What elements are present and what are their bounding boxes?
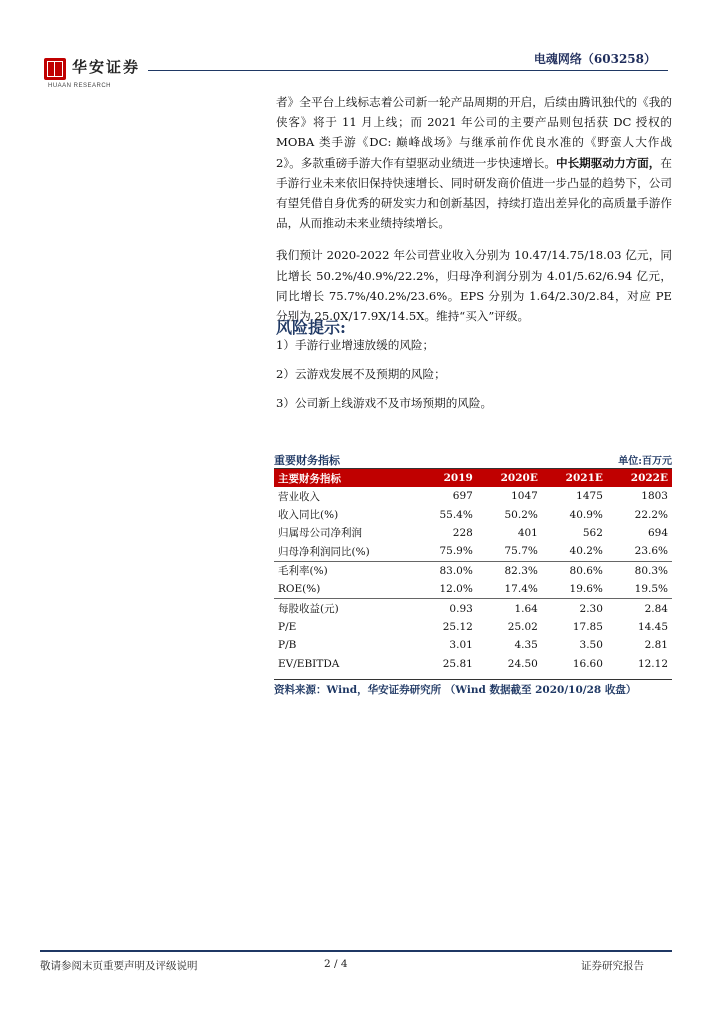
header-cell: 2022E bbox=[607, 469, 672, 487]
table-cell: 19.6% bbox=[569, 583, 603, 596]
seal-icon bbox=[44, 58, 66, 80]
table-cell: 25.02 bbox=[507, 620, 538, 633]
table-cell: 17.85 bbox=[572, 620, 603, 633]
table-cell: 80.3% bbox=[607, 561, 672, 580]
table-cell: 694 bbox=[647, 526, 668, 539]
footer-report-type: 证券研究报告 bbox=[581, 960, 644, 972]
table-source: 资料来源：Wind，华安证券研究所 （Wind 数据截至 2020/10/28 收盘） bbox=[274, 679, 672, 697]
table-cell: 3.50 bbox=[579, 639, 603, 652]
table-cell: 1.64 bbox=[477, 599, 542, 618]
table-cell: 3.01 bbox=[449, 639, 473, 652]
table-cell: 0.93 bbox=[417, 599, 476, 618]
financial-indicators-table bbox=[274, 469, 672, 673]
risk-item: 2）云游戏发展不及预期的风险； bbox=[276, 367, 446, 381]
table-cell: 12.12 bbox=[637, 657, 668, 670]
page-footer bbox=[40, 950, 672, 974]
table-title-row bbox=[274, 452, 672, 469]
paragraph-2: 我们预计 2020-2022 年公司营业收入分别为 10.47/14.75/18.03 亿元，同比增长 50.2%/40.9%/22.2%，归母净利润分别为 4.01/5.62/6.94 亿元，同比增长 75.7%/40.2%/23.6%。EPS 分别为 1.64/2.30/2.84，对应 PE 分别为 25.0X/17.9X/14.5X。维持“买入”评级。 bbox=[276, 248, 672, 324]
table-cell: 40.2% bbox=[569, 545, 603, 558]
table-cell: 25.12 bbox=[442, 620, 473, 633]
header-cell: 2019 bbox=[417, 469, 476, 487]
paragraph-1-bold: 中长期驱动力方面， bbox=[555, 155, 661, 170]
paragraph-1-text: 者》全平台上线标志着公司新一轮产品周期的开启，后续由腾讯独代的《我的侠客》将于 11 月上线；而 2021 年公司的主要产品则包括获 DC 授权的 MOBA 类手游《DC: 巅峰战场》与继承前作优良水准的《野蛮人大作战 2》。多款重磅手游大作有望驱动业绩进一步快速增长。 bbox=[276, 95, 672, 170]
table-cell: 562 bbox=[582, 526, 603, 539]
table-cell: 55.4% bbox=[439, 508, 473, 521]
body-text bbox=[276, 92, 672, 326]
huaan-logo bbox=[44, 58, 164, 94]
logo-text-cn: 华安证券 bbox=[72, 58, 141, 76]
table-cell: 4.35 bbox=[514, 639, 538, 652]
table-cell: 24.50 bbox=[507, 657, 538, 670]
table-cell: 每股收益(元) bbox=[274, 599, 417, 618]
page-header bbox=[40, 44, 672, 89]
table-cell: 25.81 bbox=[442, 657, 473, 670]
table-cell: 40.9% bbox=[569, 508, 603, 521]
table-cell: 17.4% bbox=[504, 583, 538, 596]
table-cell: 毛利率(%) bbox=[274, 561, 417, 580]
table-row bbox=[274, 561, 672, 580]
footer-disclaimer: 敬请参阅末页重要声明及评级说明 bbox=[40, 960, 198, 972]
header-divider bbox=[148, 70, 668, 71]
header-cell: 2021E bbox=[542, 469, 607, 487]
table-cell: EV/EBITDA bbox=[278, 657, 340, 670]
header-cell: 主要财务指标 bbox=[274, 469, 417, 487]
table-cell: 82.3% bbox=[477, 561, 542, 580]
table-cell: ROE(%) bbox=[278, 583, 321, 596]
table-cell: P/B bbox=[278, 639, 297, 652]
header-cell: 2020E bbox=[477, 469, 542, 487]
table-row bbox=[274, 636, 672, 654]
footer-divider bbox=[40, 950, 672, 952]
table-cell: 16.60 bbox=[572, 657, 603, 670]
table-cell: 697 bbox=[452, 490, 473, 503]
table-cell: 80.6% bbox=[542, 561, 607, 580]
financial-table bbox=[274, 452, 672, 697]
table-row bbox=[274, 599, 672, 618]
risk-item: 1）手游行业增速放缓的风险； bbox=[276, 338, 435, 352]
table-cell: 归属母公司净利润 bbox=[278, 527, 362, 540]
table-cell: 1475 bbox=[576, 490, 603, 503]
table-cell: 50.2% bbox=[504, 508, 538, 521]
table-cell: 12.0% bbox=[439, 583, 473, 596]
table-cell: 22.2% bbox=[634, 508, 668, 521]
table-row bbox=[274, 580, 672, 599]
table-cell: 19.5% bbox=[634, 583, 668, 596]
table-caption: 重要财务指标 bbox=[274, 454, 340, 467]
stock-tag: 电魂网络（603258） bbox=[533, 52, 656, 66]
table-cell: 75.9% bbox=[439, 545, 473, 558]
table-cell: 营业收入 bbox=[278, 490, 320, 503]
table-cell: 2.84 bbox=[607, 599, 672, 618]
table-cell: 14.45 bbox=[637, 620, 668, 633]
risk-title: 风险提示: bbox=[276, 318, 346, 337]
table-cell: 2.81 bbox=[644, 639, 668, 652]
table-row bbox=[274, 505, 672, 523]
table-cell: 228 bbox=[452, 526, 473, 539]
table-cell: 23.6% bbox=[634, 545, 668, 558]
table-cell: 401 bbox=[517, 526, 538, 539]
paragraph-1 bbox=[276, 92, 672, 233]
table-cell: 83.0% bbox=[417, 561, 476, 580]
risk-item: 3）公司新上线游戏不及市场预期的风险。 bbox=[276, 396, 493, 410]
table-row bbox=[274, 618, 672, 636]
paragraph-1-tail: 在手游行业未来依旧保持快速增长、同时研发商价值进一步凸显的趋势下，公司有望凭借自身优秀的研发实力和创新基因，持续打造出差异化的高质量手游作品，从而推动未来业绩持续增长。 bbox=[276, 155, 672, 231]
table-cell: 收入同比(%) bbox=[278, 509, 339, 522]
page-number: 2 / 4 bbox=[324, 958, 348, 970]
table-row bbox=[274, 524, 672, 542]
logo-text-en: HUAAN RESEARCH bbox=[48, 83, 112, 89]
table-row bbox=[274, 487, 672, 505]
table-cell: 归母净利润同比(%) bbox=[278, 545, 370, 558]
table-header-row bbox=[274, 469, 672, 487]
table-row bbox=[274, 655, 672, 673]
table-cell: 2.30 bbox=[542, 599, 607, 618]
table-cell: P/E bbox=[278, 620, 297, 633]
table-cell: 1803 bbox=[641, 490, 668, 503]
table-row bbox=[274, 542, 672, 561]
table-unit: 单位:百万元 bbox=[618, 456, 672, 467]
table-cell: 75.7% bbox=[504, 545, 538, 558]
table-cell: 1047 bbox=[511, 490, 538, 503]
